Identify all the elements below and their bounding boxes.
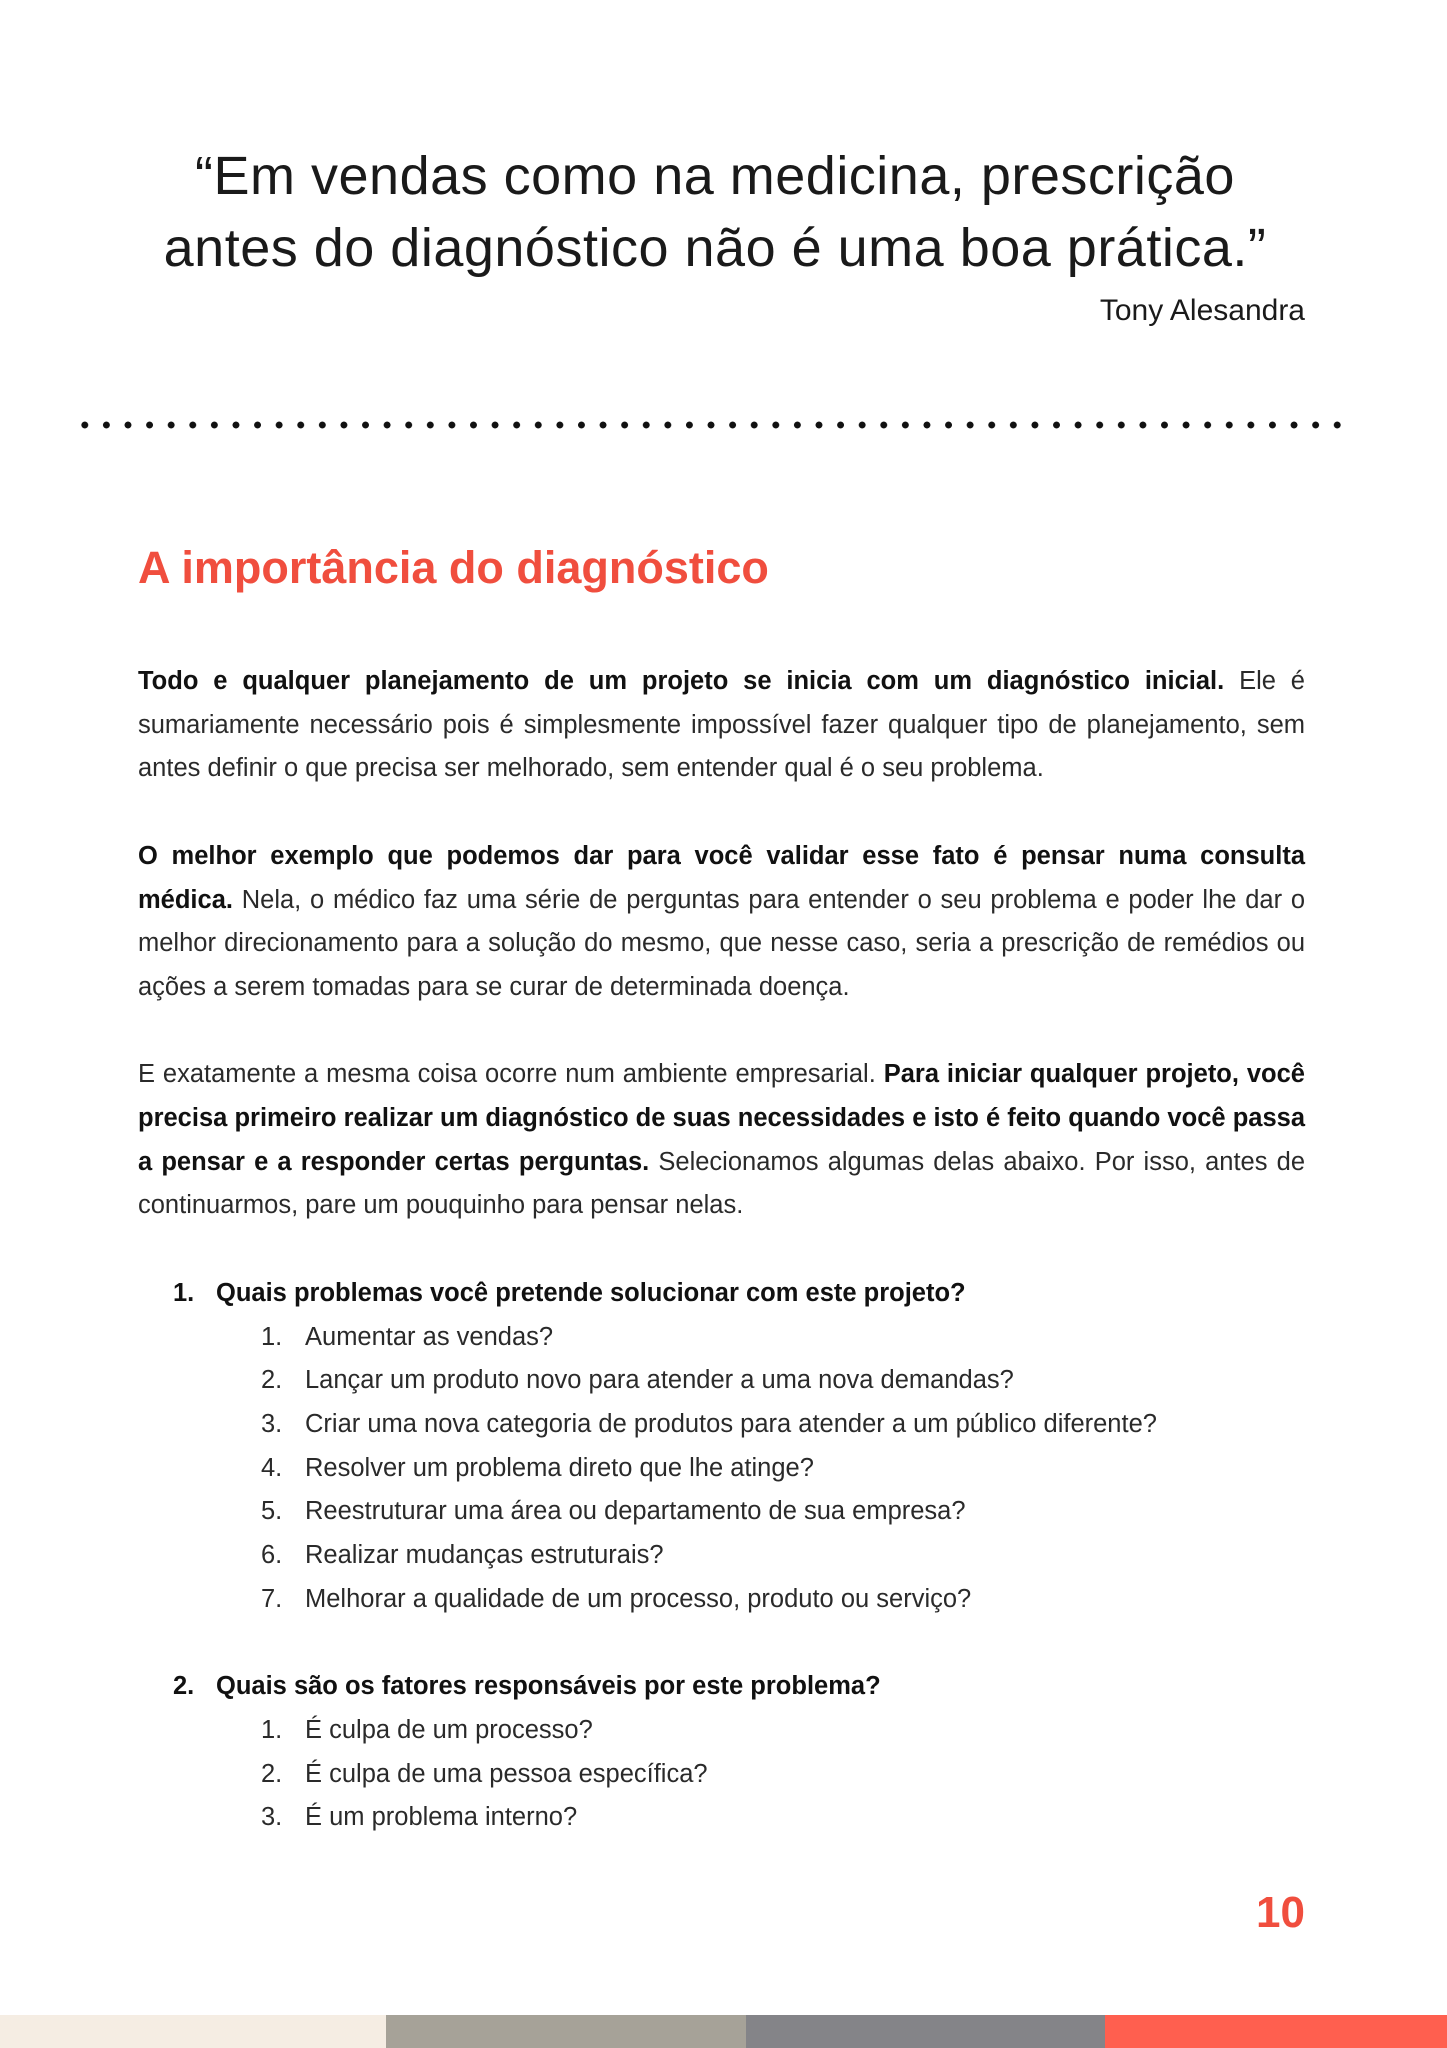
sub-question-number: 6. [261, 1541, 283, 1570]
sub-question-text: É culpa de um processo? [305, 1715, 593, 1744]
sub-question-number: 2. [261, 1366, 283, 1395]
sub-question-item [138, 1534, 1305, 1578]
footer-bar-segment [0, 2015, 386, 2048]
sub-question-text: Lançar um produto novo para atender a uma nova demandas? [305, 1366, 1014, 1395]
sub-question-item [138, 1753, 1305, 1797]
sub-question-item [138, 1796, 1305, 1840]
quote-author: Tony Alesandra [1099, 294, 1305, 327]
question-text: Quais são os fatores responsáveis por este problema? [216, 1672, 881, 1701]
question-item [138, 1272, 1305, 1622]
sub-question-item [138, 1490, 1305, 1534]
footer-bar-segment [386, 2015, 746, 2048]
paragraph-bold: O melhor exemplo que podemos dar para você validar esse fato é pensar numa consulta médica. [138, 841, 1305, 914]
sub-question-list [216, 1709, 1305, 1840]
sub-question-list [216, 1316, 1305, 1622]
question-text: Quais problemas você pretende solucionar com este projeto? [216, 1278, 966, 1307]
sub-question-number: 7. [261, 1584, 283, 1613]
sub-question-number: 3. [261, 1803, 283, 1832]
sub-question-item [138, 1709, 1305, 1753]
sub-question-text: Resolver um problema direto que lhe atinge? [305, 1453, 814, 1482]
footer-bar-segment [746, 2015, 1105, 2048]
sub-question-number: 5. [261, 1497, 283, 1526]
quote-line: antes do diagnóstico não é uma boa prática.” [163, 218, 1267, 278]
sub-question-item [138, 1359, 1305, 1403]
sub-question-number: 3. [261, 1409, 283, 1438]
sub-question-text: Realizar mudanças estruturais? [305, 1541, 664, 1570]
sub-question-number: 1. [261, 1715, 283, 1744]
paragraph [138, 835, 1305, 1010]
paragraph-bold: Todo e qualquer planejamento de um projeto se inicia com um diagnóstico inicial. [138, 667, 1225, 695]
paragraph-text: Nela, o médico faz uma série de perguntas para entender o seu problema e poder lhe dar o melhor direcionamento para a solução do mesmo, que nesse caso, seria a prescrição de remédios ou ações a serem tomadas para se curar de determinada doença. [138, 885, 1305, 1001]
sub-question-item [138, 1578, 1305, 1622]
paragraph-text: Selecionamos algumas delas abaixo. Por isso, antes de continuarmos, pare um pouquinho para pensar nelas. [138, 1147, 1305, 1220]
sub-question-text: Criar uma nova categoria de produtos para atender a um público diferente? [305, 1409, 1157, 1438]
paragraph [138, 1053, 1305, 1228]
dotted-divider [74, 418, 1350, 432]
page-number: 10 [1256, 1888, 1305, 1937]
sub-question-number: 2. [261, 1759, 283, 1788]
section-heading: A importância do diagnóstico [138, 542, 769, 593]
sub-question-text: Reestruturar uma área ou departamento de sua empresa? [305, 1497, 966, 1526]
question-item [138, 1665, 1305, 1840]
section-body [138, 660, 1305, 1840]
sub-question-item [138, 1447, 1305, 1491]
sub-question-number: 1. [261, 1322, 283, 1351]
question-number: 2. [173, 1672, 195, 1701]
epigraph-quote [100, 140, 1330, 284]
paragraph-bold: Para iniciar qualquer projeto, você precisa primeiro realizar um diagnóstico de suas necessidades e isto é feito quando você passa a pensar e a responder certas perguntas. [138, 1060, 1305, 1176]
sub-question-text: É culpa de uma pessoa específica? [305, 1759, 708, 1788]
quote-line: “Em vendas como na medicina, prescrição [195, 146, 1235, 206]
footer-bar-segment [1105, 2015, 1447, 2048]
sub-question-text: Aumentar as vendas? [305, 1322, 554, 1351]
question-list [138, 1272, 1305, 1840]
paragraph-text: Ele é sumariamente necessário pois é simplesmente impossível fazer qualquer tipo de planejamento, sem antes definir o que precisa ser melhorado, sem entender qual é o seu problema. [138, 667, 1305, 783]
sub-question-item [138, 1403, 1305, 1447]
sub-question-item [138, 1316, 1305, 1360]
sub-question-text: É um problema interno? [305, 1803, 578, 1832]
sub-question-text: Melhorar a qualidade de um processo, produto ou serviço? [305, 1584, 972, 1613]
sub-question-number: 4. [261, 1453, 283, 1482]
paragraph [138, 660, 1305, 791]
paragraph-text: E exatamente a mesma coisa ocorre num ambiente empresarial. [138, 1060, 884, 1089]
question-number: 1. [173, 1278, 195, 1307]
